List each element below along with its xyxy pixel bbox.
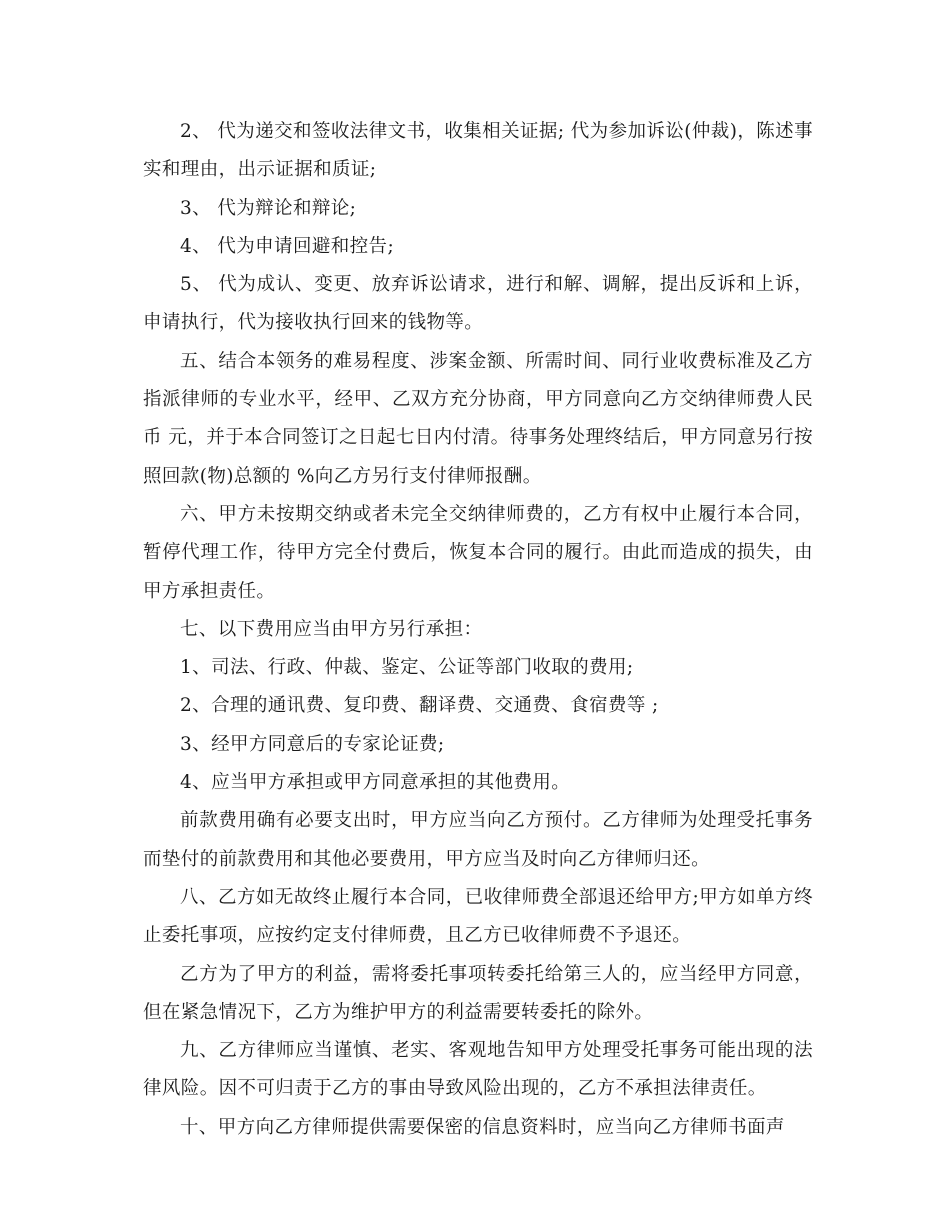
paragraph-clause-7-heading: 七、以下费用应当由甲方另行承担： xyxy=(180,618,483,640)
paragraph-clause-8-termination: 八、乙方如无故终止履行本合同，已收律师费全部退还给甲方;甲方如单方终止委托事项，应按约定支付律师费，且乙方已收律师费不予退还。 xyxy=(143,886,813,947)
paragraph-clause-6-late-payment: 六、甲方未按期交纳或者未完全交纳律师费的，乙方有权中止履行本合同，暂停代理工作，待甲方完全付费后，恢复本合同的履行。由此而造成的损失，由甲方承担责任。 xyxy=(143,503,813,602)
paragraph-clause-5-fees: 五、结合本领务的难易程度、涉案金额、所需时间、同行业收费标准及乙方指派律师的专业水平，经甲、乙双方充分协商，甲方同意向乙方交纳律师费人民币 元，并于本合同签订之日起七日内付清。待事务处理终结后，甲方同意另行按照回款(物)总额的 %向乙方另行支付律师报酬。 xyxy=(143,350,813,487)
paragraph-clause-7-item-1: 1、司法、行政、仲裁、鉴定、公证等部门收取的费用; xyxy=(180,657,634,679)
paragraph-clause-4-item-2: 2、 代为递交和签收法律文书，收集相关证据; 代为参加诉讼(仲裁)，陈述事实和理由，出示证据和质证; xyxy=(143,121,813,181)
paragraph-clause-7-item-2: 2、合理的通讯费、复印费、翻译费、交通费、食宿费等 ; xyxy=(180,695,659,717)
paragraph-clause-4-item-3: 3、 代为辩论和辩论; xyxy=(180,197,357,219)
paragraph-clause-4-item-4: 4、 代为申请回避和控告; xyxy=(180,235,395,257)
paragraph-clause-9-risk: 九、乙方律师应当谨慎、老实、客观地告知甲方处理受托事务可能出现的法律风险。因不可归责于乙方的事由导致风险出现的，乙方不承担法律责任。 xyxy=(143,1040,813,1100)
paragraph-clause-7-advance-payment: 前款费用确有必要支出时，甲方应当向乙方预付。乙方律师为处理受托事务而垫付的前款费用和其他必要费用，甲方应当及时向乙方律师归还。 xyxy=(143,810,813,870)
paragraph-clause-7-item-4: 4、应当甲方承担或甲方同意承担的其他费用。 xyxy=(180,772,571,794)
paragraph-clause-4-item-5: 5、 代为成认、变更、放弃诉讼请求，进行和解、调解，提出反诉和上诉，申请执行，代为接收执行回来的钱物等。 xyxy=(143,274,813,334)
document-body xyxy=(143,113,813,1147)
paragraph-clause-8-subdelegation: 乙方为了甲方的利益，需将委托事项转委托给第三人的，应当经甲方同意，但在紧急情况下，乙方为维护甲方的利益需要转委托的除外。 xyxy=(143,963,813,1023)
paragraph-clause-10-confidentiality: 十、甲方向乙方律师提供需要保密的信息资料时，应当向乙方律师书面声 xyxy=(180,1116,785,1138)
paragraph-clause-7-item-3: 3、经甲方同意后的专家论证费; xyxy=(180,733,445,755)
